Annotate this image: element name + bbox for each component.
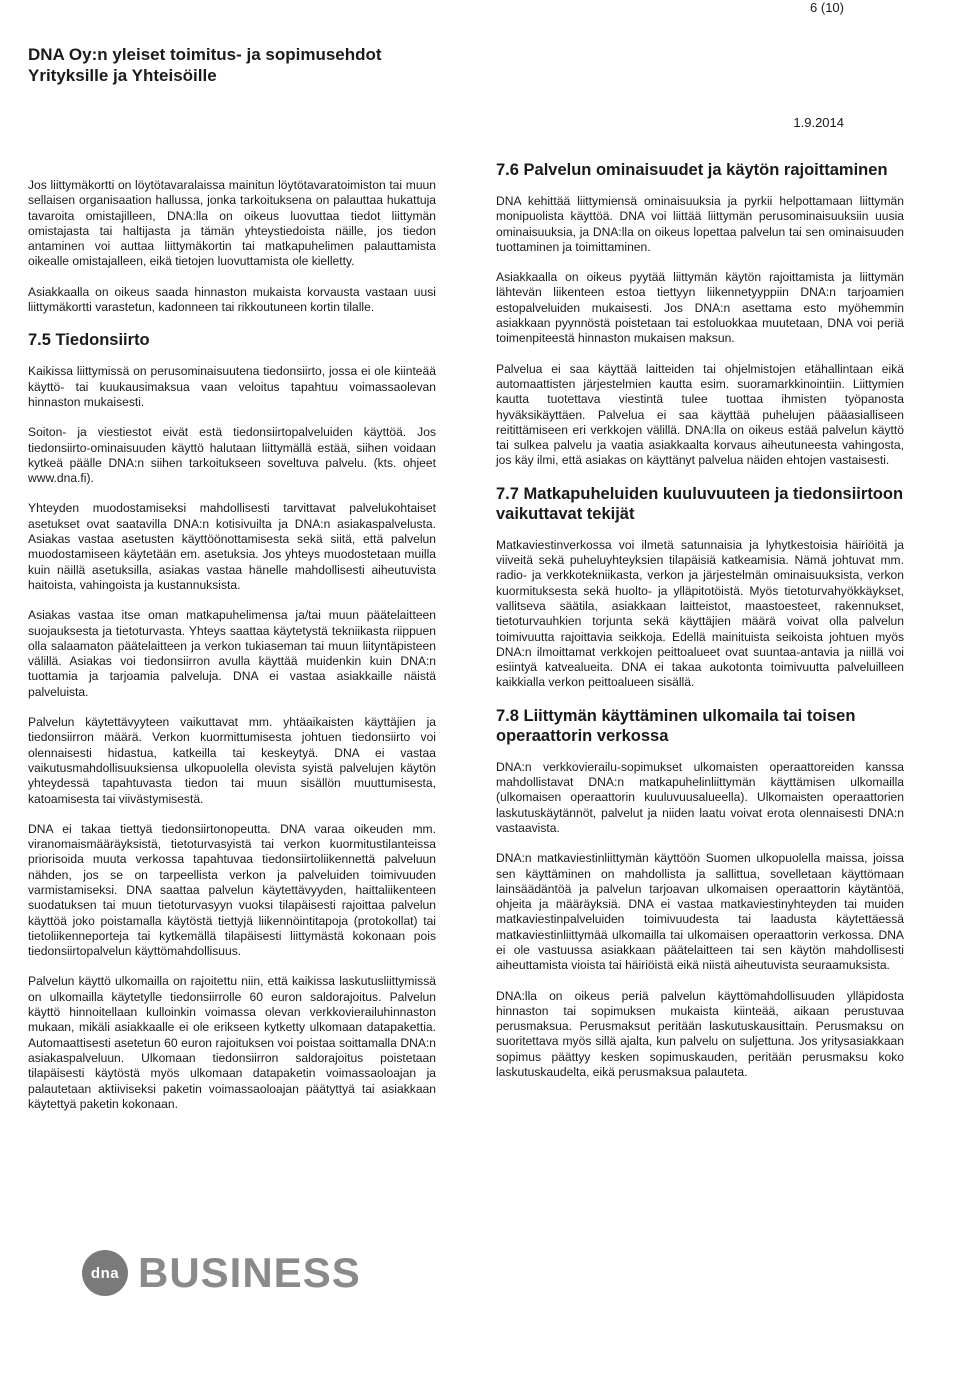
document-title-line-2: Yrityksille ja Yhteisöille bbox=[28, 66, 217, 85]
paragraph: Soiton- ja viestiestot eivät estä tiedonsiirtopalveluiden käyttöä. Jos tiedonsiirto-ominaisuuden käyttö halutaan liittymällä estää, siihen voidaan kytkeä päälle DNA:n siihen tarkoitukseen soveltuva palvelu. (kts. ohjeet www.dna.fi). bbox=[28, 425, 436, 486]
paragraph: Asiakkaalla on oikeus pyytää liittymän käytön rajoittamista ja liittymän lähtevän liikenteen estoa tiettyyn liikennetyyppiin DNA:n tarjoamien estopalveluiden mukaisesti. Jos DNA:n asettama esto myöhemmin asiakkaan pyynnöstä poistetaan tai estoluokkaa muutetaan, DNA voi periä toimenpiteestä hinnaston mukaisen maksun. bbox=[496, 270, 904, 346]
section-heading-7-5: 7.5 Tiedonsiirto bbox=[28, 331, 150, 350]
section-heading-7-8: 7.8 Liittymän käyttäminen ulkomaila tai toisen operaattorin verkossa bbox=[496, 706, 856, 745]
section-heading-7-6: 7.6 Palvelun ominaisuudet ja käytön rajoittaminen bbox=[496, 161, 888, 179]
document-date: 1.9.2014 bbox=[793, 115, 844, 130]
section-heading-7-7: 7.7 Matkapuheluiden kuuluvuuteen ja tiedonsiirtoon vaikuttavat tekijät bbox=[496, 484, 904, 523]
paragraph: Palvelun käytettävyyteen vaikuttavat mm. yhtäaikaisten käyttäjien ja tiedonsiirron määrä. Verkon kuormittumisesta johtuen tiedonsiirto voi olennaisesti hidastua, katkeilla tai keskeytyä. DNA ei vastaa vaikutusmahdollisuuksiensa ulkopuolella olevista syistä palvelujen käytön yhteydessä tapahtuvasta tiedon tai muun sisällön muuttumisesta, katoamisesta tai viivästymisestä. bbox=[28, 715, 436, 806]
paragraph: Yhteyden muodostamiseksi mahdollisesti tarvittavat palvelukohtaiset asetukset ovat saatavilla DNA:n kotisivuilta ja DNA:n asiakaspalvelusta. Asiakas vastaa asetusten käyttöönottamisesta sekä siitä, että palvelun muodostamiseen käytetään em. asetuksia. Jos yhteys muodostetaan muilla kuin näillä asetuksilla, asiakas vastaa hänelle mahdollisesti aiheutuvista haitoista, vahingoista ja kustannuksista. bbox=[28, 501, 436, 592]
dna-business-logo bbox=[82, 1250, 361, 1296]
paragraph: DNA:n verkkovierailu-sopimukset ulkomaisten operaattoreiden kanssa mahdollistavat DNA:n matkapuhelinliittymän käyttämisen ulkomailla (ulkomaisen operaattorin kuuluvuusalueella). Ulkomaisten operaattorien laskutuskäytännöt, palvelut ja niiden laatu voivat erota olennaisesti DNA:n vastaavista. bbox=[496, 759, 904, 835]
left-column bbox=[28, 178, 436, 1127]
paragraph: Asiakas vastaa itse oman matkapuhelimensa ja/tai muun päätelaitteen suojauksesta ja tietoturvasta. Yhteys saattaa käytetystä tekniikasta riippuen olla salaamaton päätelaitteen ja verkon tukiaseman tai muun liityntäpisteen välillä. Asiakas voi tiedonsiirron avulla käyttää muidenkin kuin DNA:n tuottamia ja tarjoamia palveluja. DNA ei vastaa asiakkaille näistä palveluista. bbox=[28, 608, 436, 699]
right-column bbox=[496, 160, 904, 1095]
dna-logo-badge: dna bbox=[82, 1250, 128, 1296]
paragraph: DNA kehittää liittymiensä ominaisuuksia ja pyrkii helpottamaan liittymän monipuolista käyttöä. DNA voi liittää liittymän perusominaisuuksiin uusia ominaisuuksia, ja DNA:lla on oikeus lopettaa palvelun tai sen ominaisuuden tuottaminen ja toimittaminen. bbox=[496, 194, 904, 254]
paragraph: DNA ei takaa tiettyä tiedonsiirtonopeutta. DNA varaa oikeuden mm. viranomaismääräyksistä, tietoturvasyistä tai verkon kuormitustilanteissa priorisoida muuta verkossa tapahtuvaa tiedonsiirtoliikennettä palveluun nähden, jos se on tarpeellista verkon ja palveluiden toimivuuden varmistamiseksi. DNA saattaa palvelun käytettävyyden, haittaliikenteen suodatuksen tai muun tietoturvasyyn vuoksi tilapäisesti rajoittaa palvelun käyttöä joko poistamalla käytöstä tiettyjä liikennöintitapoja (protokollat) tai tietoliikenneporteja tai kytkemällä tilapäisesti liittymästä kokonaan pois tiedonsiirtopalvelun käyttömahdollisuus. bbox=[28, 821, 436, 959]
paragraph: DNA:n matkaviestinliittymän käyttöön Suomen ulkopuolella maissa, joissa sen käyttäminen on mahdollista ja sallittua, sovelletaan käyttömaan lainsäädäntöä ja palvelun tarjoavan ulkomaisen operaattorin käytäntöä, ohjeita ja määräyksiä. DNA ei vastaa matkaviestinyhteyden tai muiden matkaviestinpalveluiden toimivuudesta tai laadusta käytettäessä matkaviestinliittymää ulkomailla tai ulkomaisen operaattorin verkossa. DNA ei ole vastuussa asiakkaan päätelaitteen tai sen käytön mahdollisesti aiheuttamista vioista tai häiriöistä eikä niistä aiheutuvista seuraamuksista. bbox=[496, 851, 904, 973]
paragraph: Palvelun käyttö ulkomailla on rajoitettu niin, että kaikissa laskutusliittymissä on ulkomailla käytetylle tiedonsiirrolle 60 euron saldorajoitus. Palvelun käyttö hinnoitellaan kulloinkin voimassa olevan verkkovierailuhinnaston mukaan, mikäli asiakkaalle ei ole erikseen kytketty ulkomaan datapakettia. Automaattisesti asetetun 60 euron rajoituksen voi poistaa soittamalla DNA:n asiakaspalveluun. Ulkomaan tiedonsiirron saldorajoitus poistetaan tilapäisesti käytöstä myös ulkomaan datapaketin voimassaoloajan ja palautetaan aktiiviseksi paketin voimassaoloajan päätyttyä tai asiakkaan käytettyä paketin kokonaan. bbox=[28, 974, 436, 1111]
paragraph: Asiakkaalla on oikeus saada hinnaston mukaista korvausta vastaan uusi liittymäkortti varastetun, kadonneen tai rikkoutuneen kortin tilalle. bbox=[28, 284, 436, 315]
paragraph: Kaikissa liittymissä on perusominaisuutena tiedonsiirto, jossa ei ole kiinteää käyttö- tai kuukausimaksua vaan veloitus tapahtuu voimassaolevan hinnaston mukaisesti. bbox=[28, 364, 436, 409]
document-title-line-1: DNA Oy:n yleiset toimitus- ja sopimusehdot bbox=[28, 45, 382, 64]
paragraph: Palvelua ei saa käyttää laitteiden tai ohjelmistojen etähallintaan eikä automaattisten järjestelmien kautta esim. suoramarkkinointiin. Liittymien kautta tuotettava viestintä tulee tuottaa ihmisten työpanosta hyväksikäyttäen. Palvelua ei saa käyttää puhelujen pääasialliseen reitittämiseen eri verkkojen välillä. DNA:lla on oikeus estää palvelun käyttö tai sulkea palvelu ja vaatia asiakkaalta korvaus aiheutuneesta vahingosta, jos käy ilmi, että asiakas on käyttänyt palvelua näiden ehtojen vastaisesti. bbox=[496, 361, 904, 468]
paragraph: Matkaviestinverkossa voi ilmetä satunnaisia ja lyhytkestoisia häiriöitä ja viiveitä sekä puheluyhteyksien tilapäisiä katkeamisia. Nämä johtuvat mm. radio- ja verkkotekniikasta, verkon ja järjestelmän ominaisuuksista, verkon kuormituksesta sekä huolto- ja ylläpitotöistä. Myös tietoturvahyökkäykset, vallitseva säätila, asiakkaan laitteistot, maastoesteet, rakennukset, tietoturvauhkien torjunta sekä käyttäjien määrä voivat olla palvelun toimivuutta rajoittavia seikkoja. Edellä mainituista seikoista johtuen myös DNA:n ilmoittamat verkkojen peittoalueet ovat suuntaa-antavia ja niillä voi esiintyä katvealueita. DNA ei takaa aukotonta toimivuutta palveluilleen kaikkialla verkon peittoalueen sisällä. bbox=[496, 537, 904, 690]
page-number: 6 (10) bbox=[810, 0, 844, 15]
paragraph: DNA:lla on oikeus periä palvelun käyttömahdollisuuden ylläpidosta hinnaston tai sopimuksen mukaista kiinteää, aikaan perustuvaa perusmaksua. Perusmaksut peritään laskutuskausittain. Perusmaksu on suoritettava myös sillä ajalta, kun palvelu on suljettuna. Jos yritysasiakkaan sopimus päättyy kesken sopimuskauden, peritään perusmaksu koko laskutuskaudelta, eikä perusmaksua palauteta. bbox=[496, 988, 904, 1080]
paragraph: Jos liittymäkortti on löytötavaralaissa mainitun löytötavaratoimiston tai muun sellaisen organisaation hallussa, jonka tarkoituksena on palauttaa hukattuja tavaroita omistajilleen, DNA:lla on oikeus luovuttaa tiedot liittymän omistajasta tai haltijasta ja tämän yhteystiedoista näille, jos tiedon antaminen voi auttaa liittymäkortin tai matkapuhelimen palauttamista oikealle omistajalleen, eikä tietojen luovuttamista ole kielletty. bbox=[28, 178, 436, 269]
document-title bbox=[28, 44, 388, 86]
business-wordmark: BUSINESS bbox=[138, 1249, 361, 1296]
